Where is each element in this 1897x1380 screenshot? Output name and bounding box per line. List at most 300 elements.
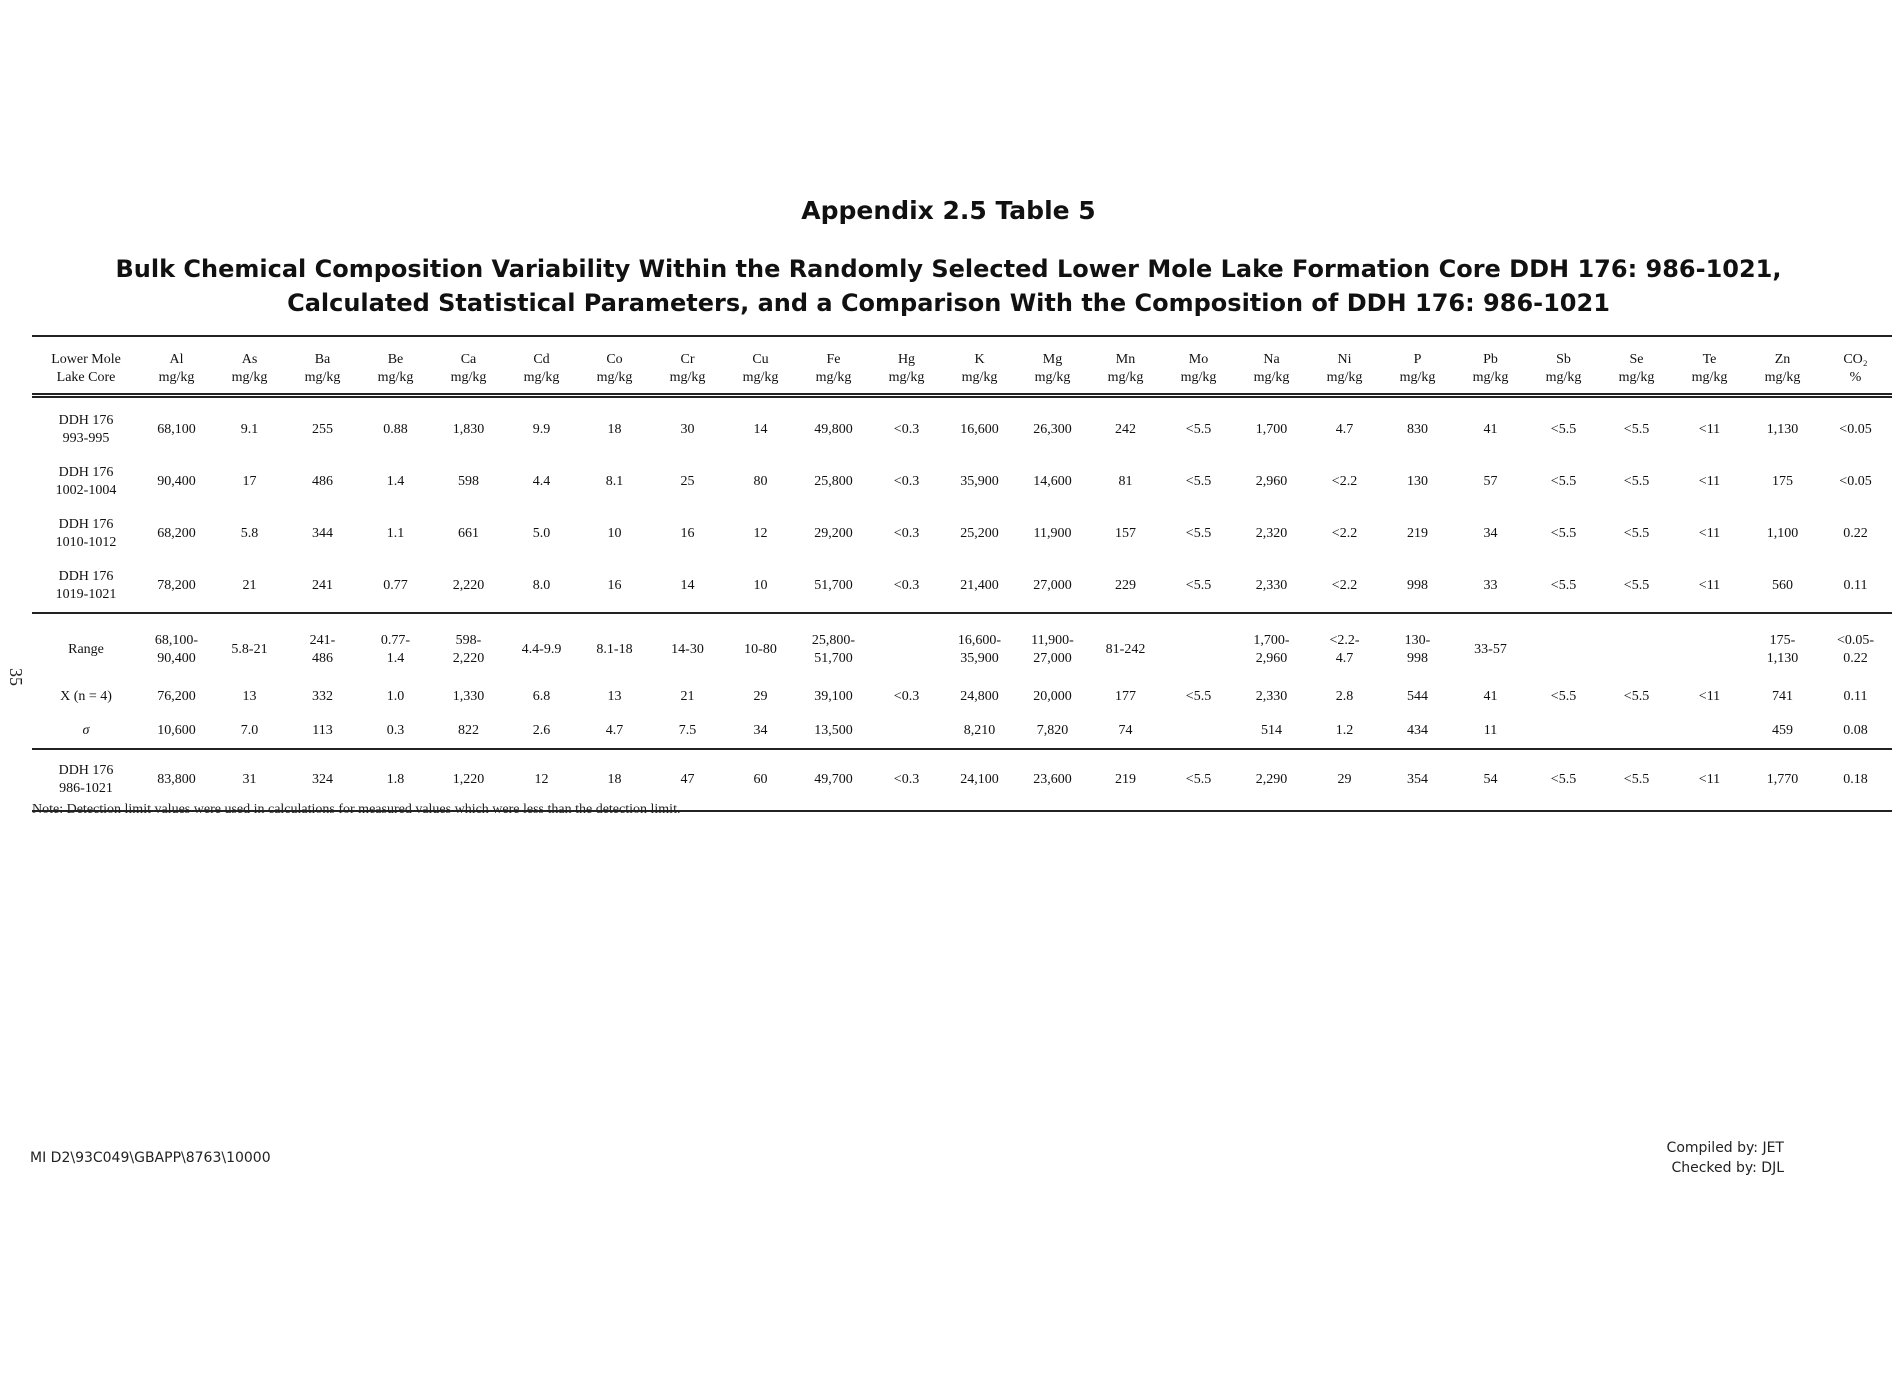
row-label xyxy=(32,560,140,613)
range-low: 130- xyxy=(1404,633,1431,648)
row-label-header-line1: Lower Mole xyxy=(51,352,121,367)
mean-row xyxy=(32,680,1892,714)
column-unit: mg/kg xyxy=(1180,370,1217,385)
table-cell: 27,000 xyxy=(1033,578,1072,593)
table-cell: 9.9 xyxy=(532,422,551,437)
column-unit: mg/kg xyxy=(1326,370,1363,385)
column-header xyxy=(1089,336,1162,396)
table-cell: 13 xyxy=(242,689,257,704)
row-label-line1: DDH 176 xyxy=(58,569,114,584)
column-unit: mg/kg xyxy=(742,370,779,385)
table-cell: <5.5 xyxy=(1623,772,1650,787)
row-label xyxy=(32,456,140,508)
table-row xyxy=(32,560,1892,613)
row-label-line1: DDH 176 xyxy=(58,763,114,778)
range-low: 5.8-21 xyxy=(231,642,268,657)
range-high: 35,900 xyxy=(960,651,999,666)
table-cell: 68,200 xyxy=(157,526,196,541)
composition-table xyxy=(32,335,1892,812)
range-high: 2,960 xyxy=(1255,651,1288,666)
column-header xyxy=(870,336,943,396)
column-unit: mg/kg xyxy=(1545,370,1582,385)
table-cell: <11 xyxy=(1698,772,1721,787)
column-element: Mo xyxy=(1188,352,1209,367)
table-cell: 24,100 xyxy=(960,772,999,787)
table-cell: <5.5 xyxy=(1550,474,1577,489)
column-element: Fe xyxy=(826,352,841,367)
checked-by: Checked by: DJL xyxy=(1671,1160,1784,1176)
table-cell: 242 xyxy=(1115,422,1136,437)
table-cell: <0.3 xyxy=(893,526,920,541)
table-cell: 41 xyxy=(1483,422,1498,437)
table-cell: <5.5 xyxy=(1623,689,1650,704)
table-cell: 4.7 xyxy=(1335,422,1354,437)
table-cell: 741 xyxy=(1772,689,1793,704)
table-cell: <5.5 xyxy=(1623,474,1650,489)
table-cell: 0.77 xyxy=(383,578,408,593)
column-unit: % xyxy=(1849,370,1862,385)
table-cell: 332 xyxy=(312,689,333,704)
table-cell: 0.3 xyxy=(386,723,405,738)
column-unit: mg/kg xyxy=(158,370,195,385)
table-cell: <2.2 xyxy=(1331,474,1358,489)
table-cell xyxy=(432,613,505,680)
table-cell: 39,100 xyxy=(814,689,853,704)
table-cell: <5.5 xyxy=(1550,772,1577,787)
table-cell: 35,900 xyxy=(960,474,999,489)
table-cell: 177 xyxy=(1115,689,1136,704)
column-element: Al xyxy=(169,352,184,367)
column-header xyxy=(651,336,724,396)
table-cell: 33 xyxy=(1483,578,1498,593)
table-cell: 113 xyxy=(312,723,333,738)
row-label: σ xyxy=(82,723,90,738)
column-element: Ca xyxy=(460,352,477,367)
column-element: Cu xyxy=(752,352,769,367)
table-cell: 31 xyxy=(242,772,257,787)
row-label-line1: DDH 176 xyxy=(58,413,114,428)
column-unit: mg/kg xyxy=(1253,370,1290,385)
column-element: Te xyxy=(1702,352,1717,367)
column-header xyxy=(578,336,651,396)
table-cell: 49,700 xyxy=(814,772,853,787)
range-low: 175- xyxy=(1769,633,1796,648)
page-number: 35 xyxy=(6,668,26,686)
table-cell: 16 xyxy=(607,578,622,593)
range-low: 11,900- xyxy=(1031,633,1074,648)
table-cell: 8.0 xyxy=(532,578,551,593)
range-low: 68,100- xyxy=(154,633,199,648)
table-cell: 2,290 xyxy=(1255,772,1288,787)
table-cell: 34 xyxy=(753,723,768,738)
range-high: 2,220 xyxy=(452,651,485,666)
table-header xyxy=(32,336,1892,396)
row-label-line1: DDH 176 xyxy=(58,465,114,480)
table-cell: 241 xyxy=(312,578,333,593)
range-high: 27,000 xyxy=(1033,651,1072,666)
table-cell: 6.8 xyxy=(532,689,551,704)
column-header xyxy=(140,336,213,396)
column-header xyxy=(286,336,359,396)
table-cell xyxy=(1600,613,1673,680)
table-cell: <0.05 xyxy=(1839,422,1872,437)
row-label-line2: 1019-1021 xyxy=(55,587,117,602)
table-cell: <5.5 xyxy=(1550,422,1577,437)
table-cell: 21 xyxy=(242,578,257,593)
table-cell: <0.05 xyxy=(1839,474,1872,489)
table-cell xyxy=(870,714,943,749)
table-cell: <5.5 xyxy=(1185,689,1212,704)
table-cell: 25,800 xyxy=(814,474,853,489)
table-cell: 2,330 xyxy=(1255,578,1288,593)
table-cell: 29 xyxy=(753,689,768,704)
table-cell: 74 xyxy=(1118,723,1133,738)
table-cell: 16,600 xyxy=(960,422,999,437)
row-label: X (n = 4) xyxy=(60,689,112,704)
column-header xyxy=(505,336,578,396)
table-cell: 486 xyxy=(312,474,333,489)
table-cell: 1.4 xyxy=(386,474,405,489)
table-row xyxy=(32,396,1892,457)
table-cell: 2.6 xyxy=(532,723,551,738)
table-cell: 30 xyxy=(680,422,695,437)
table-cell: 4.7 xyxy=(605,723,624,738)
table-cell: <0.3 xyxy=(893,772,920,787)
table-cell: <5.5 xyxy=(1550,689,1577,704)
table-cell: <11 xyxy=(1698,474,1721,489)
column-unit: mg/kg xyxy=(596,370,633,385)
table-cell: 14 xyxy=(680,578,695,593)
column-header xyxy=(1527,336,1600,396)
table-cell xyxy=(140,613,213,680)
range-low: 8.1-18 xyxy=(596,642,633,657)
column-unit: mg/kg xyxy=(377,370,414,385)
column-header xyxy=(1673,336,1746,396)
column-header xyxy=(1381,336,1454,396)
table-cell: <0.3 xyxy=(893,689,920,704)
range-high: 1.4 xyxy=(386,651,405,666)
table-cell xyxy=(1381,613,1454,680)
table-cell: <11 xyxy=(1698,578,1721,593)
table-cell: 49,800 xyxy=(814,422,853,437)
table-cell: 1,830 xyxy=(452,422,485,437)
stats-body xyxy=(32,613,1892,749)
table-cell xyxy=(1527,613,1600,680)
table-cell: 25,200 xyxy=(960,526,999,541)
table-cell: 7.5 xyxy=(678,723,697,738)
table-cell: 24,800 xyxy=(960,689,999,704)
table-cell: 47 xyxy=(680,772,695,787)
sigma-row xyxy=(32,714,1892,749)
table-cell xyxy=(651,613,724,680)
table-cell: 10,600 xyxy=(157,723,196,738)
column-header xyxy=(1600,336,1673,396)
range-low: 16,600- xyxy=(957,633,1002,648)
table-cell: 16 xyxy=(680,526,695,541)
table-cell: <5.5 xyxy=(1623,526,1650,541)
column-element: CO₂ xyxy=(1843,352,1868,367)
table-cell: 514 xyxy=(1261,723,1282,738)
column-unit: mg/kg xyxy=(888,370,925,385)
table-cell: 76,200 xyxy=(157,689,196,704)
column-unit: mg/kg xyxy=(1034,370,1071,385)
table-cell: 60 xyxy=(753,772,768,787)
table-cell: 34 xyxy=(1483,526,1498,541)
range-high: 486 xyxy=(312,651,333,666)
range-high: 51,700 xyxy=(814,651,853,666)
range-low: 25,800- xyxy=(811,633,856,648)
column-unit: mg/kg xyxy=(669,370,706,385)
table-row xyxy=(32,508,1892,560)
column-element: Be xyxy=(387,352,404,367)
table-cell: 14,600 xyxy=(1033,474,1072,489)
table-cell: 255 xyxy=(312,422,333,437)
table-cell xyxy=(1016,613,1089,680)
range-low: 598- xyxy=(455,633,482,648)
table-cell: 2,220 xyxy=(452,578,485,593)
appendix-title: Appendix 2.5 Table 5 xyxy=(801,196,1096,225)
row-label-line1: DDH 176 xyxy=(58,517,114,532)
column-element: As xyxy=(241,352,258,367)
table-cell: 998 xyxy=(1407,578,1428,593)
table-cell: 2,960 xyxy=(1255,474,1288,489)
table-cell: 354 xyxy=(1407,772,1428,787)
signoff xyxy=(1600,1138,1784,1178)
table-cell: 25 xyxy=(680,474,695,489)
table-cell: 1,770 xyxy=(1766,772,1799,787)
samples-body xyxy=(32,396,1892,614)
table-cell: 1.8 xyxy=(386,772,405,787)
table-cell: 5.8 xyxy=(240,526,259,541)
range-high: 4.7 xyxy=(1335,651,1354,666)
table-cell: 830 xyxy=(1407,422,1428,437)
table-cell xyxy=(870,613,943,680)
range-low: 1,700- xyxy=(1253,633,1290,648)
row-label-line2: 1010-1012 xyxy=(55,535,117,550)
table-cell: 1.1 xyxy=(386,526,405,541)
table-cell: <0.3 xyxy=(893,422,920,437)
table-cell: <5.5 xyxy=(1550,526,1577,541)
table-cell xyxy=(359,613,432,680)
table-cell xyxy=(1819,613,1892,680)
table-cell: 0.08 xyxy=(1843,723,1868,738)
column-element: Se xyxy=(1629,352,1644,367)
composition-table-container xyxy=(32,335,1892,812)
table-cell xyxy=(1673,613,1746,680)
table-cell: 130 xyxy=(1407,474,1428,489)
table-cell: 29,200 xyxy=(814,526,853,541)
column-element: K xyxy=(974,352,985,367)
table-cell: 1.0 xyxy=(386,689,405,704)
table-cell: 4.4 xyxy=(532,474,551,489)
range-low: 33-57 xyxy=(1474,642,1507,657)
column-element: Na xyxy=(1263,352,1280,367)
table-cell xyxy=(1600,714,1673,749)
table-cell: 20,000 xyxy=(1033,689,1072,704)
table-cell xyxy=(1235,613,1308,680)
table-cell: 0.18 xyxy=(1843,772,1868,787)
table-cell: 2,330 xyxy=(1255,689,1288,704)
table-cell xyxy=(286,613,359,680)
column-header xyxy=(943,336,1016,396)
column-header xyxy=(213,336,286,396)
column-element: Mn xyxy=(1115,352,1136,367)
table-cell: 80 xyxy=(753,474,768,489)
row-label-header xyxy=(32,336,140,396)
table-cell: 21,400 xyxy=(960,578,999,593)
range-low: 4.4-9.9 xyxy=(521,642,562,657)
table-cell: 12 xyxy=(534,772,549,787)
table-cell xyxy=(1162,613,1235,680)
table-cell: 13 xyxy=(607,689,622,704)
range-low: 14-30 xyxy=(671,642,704,657)
range-low: <2.2- xyxy=(1329,633,1360,648)
table-cell: 17 xyxy=(242,474,257,489)
column-element: Ba xyxy=(314,352,331,367)
table-cell: 2,320 xyxy=(1255,526,1288,541)
table-cell: 68,100 xyxy=(157,422,196,437)
table-cell: 54 xyxy=(1483,772,1498,787)
table-cell xyxy=(797,613,870,680)
table-cell: 1,700 xyxy=(1255,422,1288,437)
range-low: 241- xyxy=(309,633,336,648)
column-element: Pb xyxy=(1483,352,1498,367)
range-low: 10-80 xyxy=(744,642,777,657)
table-cell: <11 xyxy=(1698,526,1721,541)
table-cell: 9.1 xyxy=(240,422,259,437)
column-element: P xyxy=(1413,352,1422,367)
table-cell: 0.11 xyxy=(1843,689,1868,704)
file-path: MI D2\93C049\GBAPP\8763\10000 xyxy=(30,1150,271,1166)
table-cell: <11 xyxy=(1698,689,1721,704)
table-cell: 157 xyxy=(1115,526,1136,541)
column-element: Sb xyxy=(1556,352,1571,367)
table-cell: 41 xyxy=(1483,689,1498,704)
column-element: Zn xyxy=(1774,352,1791,367)
table-cell xyxy=(505,613,578,680)
table-cell: 29 xyxy=(1337,772,1352,787)
column-element: Cr xyxy=(680,352,695,367)
table-cell: 18 xyxy=(607,422,622,437)
table-note: Note: Detection limit values were used in calculations for measured values which were less than the detection limit. xyxy=(32,802,681,817)
column-header xyxy=(1746,336,1819,396)
row-label-line2: 986-1021 xyxy=(59,781,113,796)
table-cell: 229 xyxy=(1115,578,1136,593)
table-cell: <5.5 xyxy=(1550,578,1577,593)
table-cell xyxy=(1162,714,1235,749)
table-cell: 14 xyxy=(753,422,768,437)
table-title: Bulk Chemical Composition Variability Within the Randomly Selected Lower Mole Lake Formation Core DDH 176: 986-1021, Calculated Statistical Parameters, and a Comparison With the Composition of DDH 176: 986-1021 xyxy=(115,255,1782,317)
table-cell: 175 xyxy=(1772,474,1793,489)
column-element: Co xyxy=(606,352,623,367)
table-cell: 219 xyxy=(1115,772,1136,787)
range-high: 998 xyxy=(1407,651,1428,666)
column-unit: mg/kg xyxy=(1107,370,1144,385)
table-cell xyxy=(1673,714,1746,749)
table-cell xyxy=(1454,613,1527,680)
table-cell: 1,220 xyxy=(452,772,485,787)
row-label: Range xyxy=(68,642,104,657)
table-cell: 51,700 xyxy=(814,578,853,593)
table-cell: 13,500 xyxy=(814,723,853,738)
table-cell: 434 xyxy=(1407,723,1428,738)
table-cell: 0.11 xyxy=(1843,578,1868,593)
column-header xyxy=(1235,336,1308,396)
row-label-header-line2: Lake Core xyxy=(56,370,116,385)
column-unit: mg/kg xyxy=(523,370,560,385)
column-header xyxy=(1454,336,1527,396)
table-cell: 10 xyxy=(753,578,768,593)
table-cell: 26,300 xyxy=(1033,422,1072,437)
table-cell: <0.3 xyxy=(893,578,920,593)
table-cell: 219 xyxy=(1407,526,1428,541)
column-header xyxy=(1819,336,1892,396)
column-header xyxy=(1016,336,1089,396)
column-header xyxy=(724,336,797,396)
table-cell: 57 xyxy=(1483,474,1498,489)
table-cell: 1.2 xyxy=(1335,723,1354,738)
column-unit: mg/kg xyxy=(450,370,487,385)
compiled-by: Compiled by: JET xyxy=(1666,1140,1784,1156)
table-cell: <5.5 xyxy=(1623,578,1650,593)
row-label-line2: 993-995 xyxy=(62,431,110,446)
table-cell: <2.2 xyxy=(1331,526,1358,541)
row-label xyxy=(32,508,140,560)
table-cell: 21 xyxy=(680,689,695,704)
table-cell xyxy=(1089,613,1162,680)
column-unit: mg/kg xyxy=(1691,370,1728,385)
table-cell: 2.8 xyxy=(1335,689,1354,704)
column-unit: mg/kg xyxy=(231,370,268,385)
column-header xyxy=(359,336,432,396)
column-header xyxy=(797,336,870,396)
table-cell: 560 xyxy=(1772,578,1793,593)
table-cell: 23,600 xyxy=(1033,772,1072,787)
table-cell xyxy=(724,613,797,680)
table-cell: 544 xyxy=(1407,689,1428,704)
range-low: 81-242 xyxy=(1105,642,1146,657)
column-unit: mg/kg xyxy=(961,370,998,385)
table-cell: 459 xyxy=(1772,723,1793,738)
table-cell: 8,210 xyxy=(963,723,996,738)
table-cell: 8.1 xyxy=(605,474,624,489)
table-cell xyxy=(943,613,1016,680)
column-unit: mg/kg xyxy=(1399,370,1436,385)
table-cell: 5.0 xyxy=(532,526,551,541)
table-cell: 1,330 xyxy=(452,689,485,704)
table-cell: 83,800 xyxy=(157,772,196,787)
table-cell: <0.3 xyxy=(893,474,920,489)
column-element: Ni xyxy=(1337,352,1352,367)
column-header xyxy=(1162,336,1235,396)
table-cell: 81 xyxy=(1118,474,1133,489)
table-cell: <11 xyxy=(1698,422,1721,437)
table-cell xyxy=(578,613,651,680)
range-row xyxy=(32,613,1892,680)
table-cell: 90,400 xyxy=(157,474,196,489)
table-cell: 598 xyxy=(458,474,479,489)
table-cell: 344 xyxy=(312,526,333,541)
table-cell: 12 xyxy=(753,526,768,541)
table-cell xyxy=(1308,613,1381,680)
range-high: 0.22 xyxy=(1843,651,1868,666)
column-unit: mg/kg xyxy=(815,370,852,385)
column-unit: mg/kg xyxy=(304,370,341,385)
table-cell: <5.5 xyxy=(1185,422,1212,437)
table-cell: 1,100 xyxy=(1766,526,1799,541)
range-high: 1,130 xyxy=(1766,651,1799,666)
column-element: Cd xyxy=(533,352,550,367)
